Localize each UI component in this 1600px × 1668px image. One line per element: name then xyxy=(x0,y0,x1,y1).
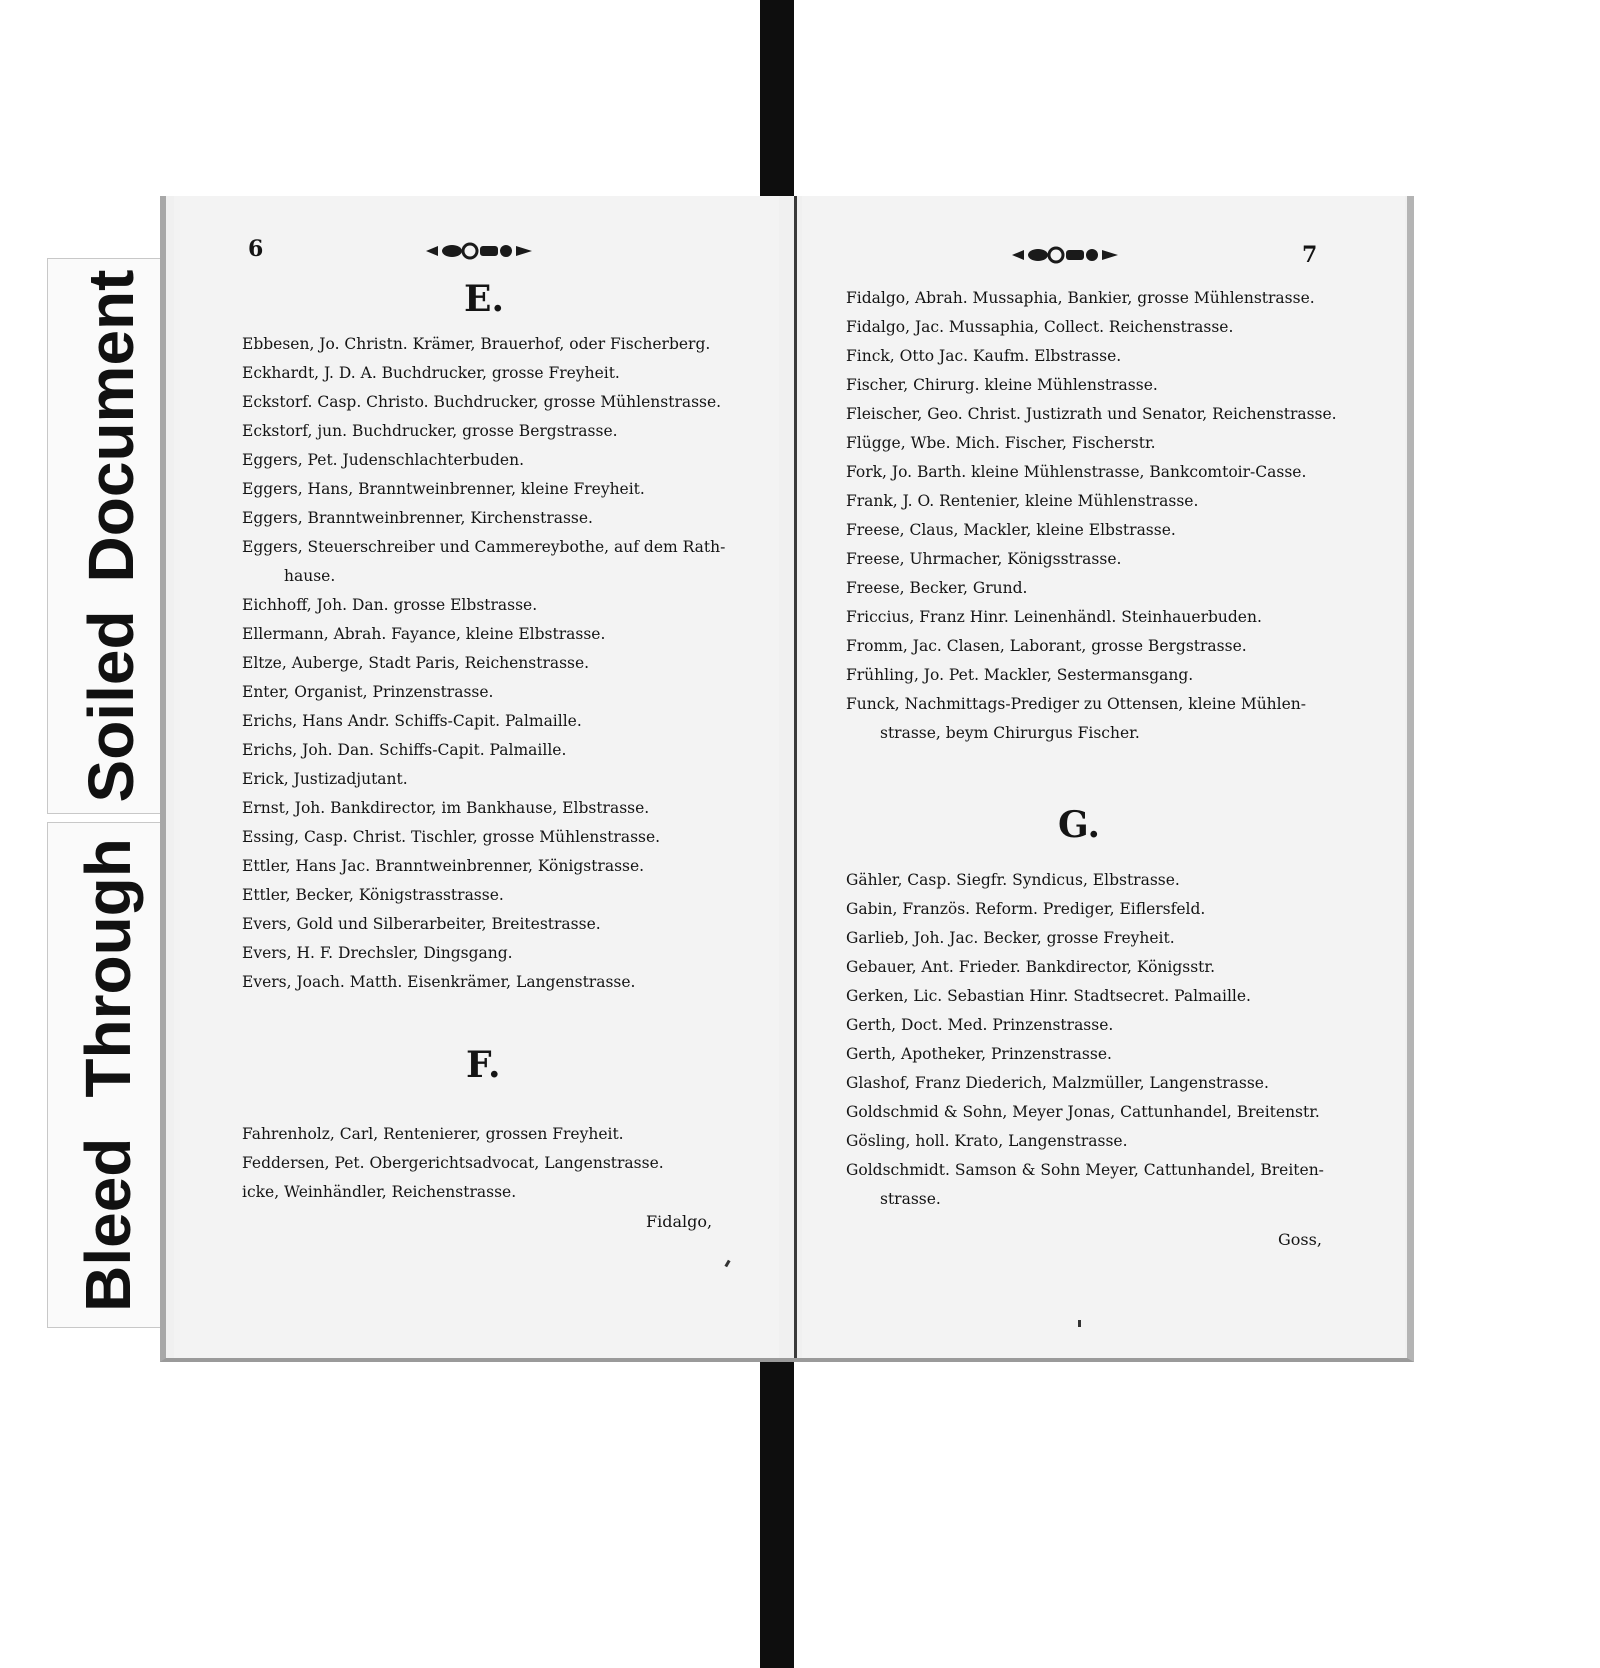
section-letter: F. xyxy=(466,1044,501,1086)
list-item: Fahrenholz, Carl, Rentenierer, grossen Freyheit. xyxy=(242,1125,624,1143)
list-item: Ernst, Joh. Bankdirector, im Bankhause, Elbstrasse. xyxy=(242,799,650,817)
entry-list-f xyxy=(242,1120,664,1207)
list-item: Ebbesen, Jo. Christn. Krämer, Brauerhof, oder Fischerberg. xyxy=(242,335,711,353)
list-item: Gerth, Apotheker, Prinzenstrasse. xyxy=(846,1045,1112,1063)
list-item: Eckhardt, J. D. A. Buchdrucker, grosse Freyheit. xyxy=(242,364,620,382)
bleed-through-label xyxy=(47,822,169,1328)
label-word: Soiled xyxy=(74,610,147,803)
entry-list-g xyxy=(846,866,1324,1214)
list-item: Evers, H. F. Drechsler, Dingsgang. xyxy=(242,944,513,962)
list-item: Eggers, Hans, Branntweinbrenner, kleine Freyheit. xyxy=(242,480,645,498)
list-item: Erichs, Hans Andr. Schiffs-Capit. Palmaille. xyxy=(242,712,582,730)
list-item: Ettler, Becker, Königstrasstrasse. xyxy=(242,886,504,904)
list-item: Freese, Uhrmacher, Königsstrasse. xyxy=(846,550,1122,568)
list-item: Flügge, Wbe. Mich. Fischer, Fischerstr. xyxy=(846,434,1156,452)
list-item: Fidalgo, Abrah. Mussaphia, Bankier, grosse Mühlenstrasse. xyxy=(846,289,1315,307)
label-word: Bleed xyxy=(72,1137,144,1312)
list-item: Friccius, Franz Hinr. Leinenhändl. Steinhauerbuden. xyxy=(846,608,1262,626)
list-item: strasse, beym Chirurgus Fischer. xyxy=(880,724,1140,742)
list-item: Goldschmid & Sohn, Meyer Jonas, Cattunhandel, Breitenstr. xyxy=(846,1103,1320,1121)
list-item: Evers, Joach. Matth. Eisenkrämer, Langenstrasse. xyxy=(242,973,636,991)
list-item: Eltze, Auberge, Stadt Paris, Reichenstrasse. xyxy=(242,654,590,672)
entry-list-f-continued xyxy=(846,284,1337,748)
entry-list-e xyxy=(242,330,725,997)
list-item: Frank, J. O. Rentenier, kleine Mühlenstrasse. xyxy=(846,492,1199,510)
catchword: Goss, xyxy=(1278,1230,1322,1249)
list-item: Enter, Organist, Prinzenstrasse. xyxy=(242,683,494,701)
section-letter: E. xyxy=(464,278,504,320)
ink-speck xyxy=(1078,1320,1081,1327)
page-number: 6 xyxy=(248,236,264,262)
list-item: Evers, Gold und Silberarbeiter, Breitestrasse. xyxy=(242,915,601,933)
list-item: Fischer, Chirurg. kleine Mühlenstrasse. xyxy=(846,376,1158,394)
list-item: Ellermann, Abrah. Fayance, kleine Elbstrasse. xyxy=(242,625,606,643)
list-item: Frühling, Jo. Pet. Mackler, Sestermansgang. xyxy=(846,666,1194,684)
list-item: hause. xyxy=(284,567,336,585)
ornament-icon xyxy=(424,238,536,264)
open-book xyxy=(160,196,1414,1362)
list-item: strasse. xyxy=(880,1190,941,1208)
list-item: Eichhoff, Joh. Dan. grosse Elbstrasse. xyxy=(242,596,538,614)
list-item: Ettler, Hans Jac. Branntweinbrenner, Königstrasse. xyxy=(242,857,645,875)
list-item: Goldschmidt. Samson & Sohn Meyer, Cattunhandel, Breiten- xyxy=(846,1161,1324,1179)
list-item: Eggers, Pet. Judenschlachterbuden. xyxy=(242,451,525,469)
list-item: Eckstorf, jun. Buchdrucker, grosse Bergstrasse. xyxy=(242,422,618,440)
label-word: Through xyxy=(72,838,144,1098)
list-item: Erichs, Joh. Dan. Schiffs-Capit. Palmaille. xyxy=(242,741,567,759)
label-word: Document xyxy=(74,269,147,583)
list-item: icke, Weinhändler, Reichenstrasse. xyxy=(242,1183,517,1201)
list-item: Garlieb, Joh. Jac. Becker, grosse Freyheit. xyxy=(846,929,1175,947)
list-item: Gabin, Französ. Reform. Prediger, Eiflersfeld. xyxy=(846,900,1206,918)
list-item: Fidalgo, Jac. Mussaphia, Collect. Reichenstrasse. xyxy=(846,318,1234,336)
list-item: Erick, Justizadjutant. xyxy=(242,770,408,788)
right-page xyxy=(802,196,1405,1358)
soiled-document-label xyxy=(47,258,174,814)
list-item: Gähler, Casp. Siegfr. Syndicus, Elbstrasse. xyxy=(846,871,1180,889)
list-item: Gösling, holl. Krato, Langenstrasse. xyxy=(846,1132,1128,1150)
list-item: Fleischer, Geo. Christ. Justizrath und Senator, Reichenstrasse. xyxy=(846,405,1337,423)
list-item: Essing, Casp. Christ. Tischler, grosse Mühlenstrasse. xyxy=(242,828,661,846)
ink-speck xyxy=(724,1260,730,1268)
left-page xyxy=(174,196,779,1358)
list-item: Gerken, Lic. Sebastian Hinr. Stadtsecret. Palmaille. xyxy=(846,987,1251,1005)
list-item: Fromm, Jac. Clasen, Laborant, grosse Bergstrasse. xyxy=(846,637,1247,655)
list-item: Eggers, Branntweinbrenner, Kirchenstrasse. xyxy=(242,509,593,527)
list-item: Eggers, Steuerschreiber und Cammereybothe, auf dem Rath- xyxy=(242,538,726,556)
list-item: Fork, Jo. Barth. kleine Mühlenstrasse, Bankcomtoir-Casse. xyxy=(846,463,1307,481)
list-item: Gebauer, Ant. Frieder. Bankdirector, Königsstr. xyxy=(846,958,1216,976)
list-item: Feddersen, Pet. Obergerichtsadvocat, Langenstrasse. xyxy=(242,1154,664,1172)
list-item: Glashof, Franz Diederich, Malzmüller, Langenstrasse. xyxy=(846,1074,1269,1092)
list-item: Finck, Otto Jac. Kaufm. Elbstrasse. xyxy=(846,347,1122,365)
catchword: Fidalgo, xyxy=(646,1212,713,1231)
list-item: Eckstorf. Casp. Christo. Buchdrucker, grosse Mühlenstrasse. xyxy=(242,393,722,411)
page-number: 7 xyxy=(1302,242,1318,268)
ornament-icon xyxy=(1010,242,1122,268)
binding-strip-bottom xyxy=(760,1362,794,1668)
binding-strip-top xyxy=(760,0,794,200)
list-item: Funck, Nachmittags-Prediger zu Ottensen, kleine Mühlen- xyxy=(846,695,1307,713)
list-item: Freese, Becker, Grund. xyxy=(846,579,1028,597)
gutter xyxy=(794,196,797,1358)
section-letter: G. xyxy=(1058,804,1100,846)
list-item: Gerth, Doct. Med. Prinzenstrasse. xyxy=(846,1016,1114,1034)
list-item: Freese, Claus, Mackler, kleine Elbstrasse. xyxy=(846,521,1176,539)
